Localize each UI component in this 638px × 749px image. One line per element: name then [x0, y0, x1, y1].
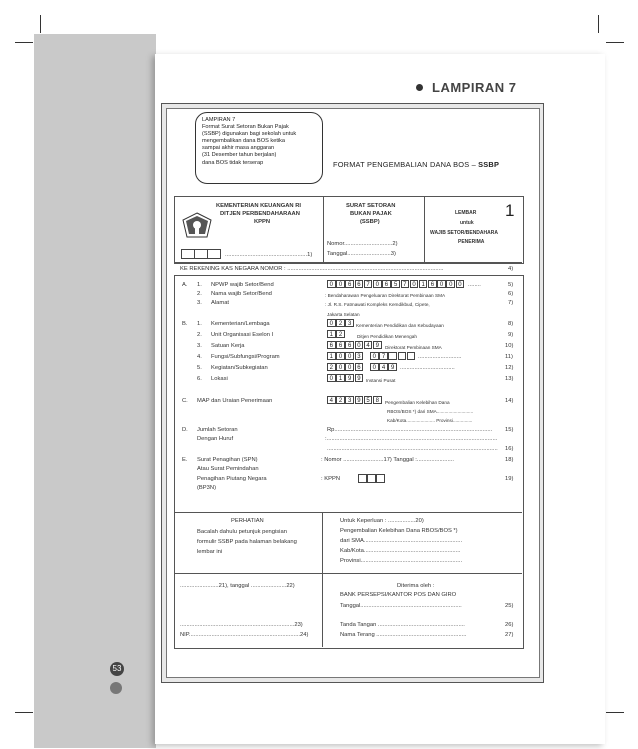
digit-box: 3: [355, 352, 364, 360]
caption-line: (SSBP) digunakan bagi sekolah untuk: [202, 131, 297, 138]
ref-number: 11): [505, 354, 513, 360]
code-desc: Direktorat Pembinaan SMA: [385, 345, 442, 350]
keperluan-line: Kab/Kota............................................................: [340, 548, 461, 554]
digit-box: 2: [336, 330, 345, 338]
sign-date: ........................21), tanggal ......................22): [180, 583, 295, 589]
digit-box: 0: [327, 374, 336, 382]
amount-field: Rp..................................................................................................: [327, 427, 493, 433]
kemenkeu-logo-icon: [182, 212, 212, 240]
digit-box: 8: [373, 396, 382, 404]
digit-box: 6: [428, 280, 437, 288]
row-label: MAP dan Uraian Penerimaan: [197, 398, 273, 404]
row-label: Jumlah Setoran: [197, 427, 238, 433]
row-separator: [174, 262, 522, 263]
digit-box: 6: [382, 280, 391, 288]
crop-mark: [40, 15, 41, 33]
section-letter: D.: [182, 427, 188, 433]
row-label: Kementerian/Lembaga: [211, 321, 270, 327]
caption-line: mengembalikan dana BOS ketika: [202, 138, 286, 145]
keperluan-line: dari SMA.............................................................: [340, 538, 463, 544]
row-number: 1.: [197, 321, 202, 327]
crop-mark: [598, 15, 599, 33]
caption-line: sampai akhir masa anggaran: [202, 145, 275, 152]
row-label: Lokasi: [211, 376, 228, 382]
perhatian-title: PERHATIAN: [231, 518, 264, 524]
digit-box: 4: [327, 396, 336, 404]
ref-number: 14): [505, 398, 514, 404]
header-divider: [323, 196, 324, 262]
heading-bullet: [416, 84, 423, 91]
digit-box: 0: [355, 341, 364, 349]
digit-box: 6: [355, 280, 364, 288]
rekening-line: KE REKENING KAS NEGARA NOMOR : .................................................................................................: [180, 266, 444, 272]
row-label: Alamat: [211, 300, 230, 306]
sign-nip: NIP.....................................................................24): [180, 632, 309, 638]
caption-box: [195, 112, 323, 184]
crop-mark: [606, 42, 624, 43]
digit-box: 0: [327, 319, 336, 327]
caption-line: Format Surat Setoran Bukan Pajak: [202, 124, 289, 131]
digit-box: 0: [437, 280, 446, 288]
ref-number: 27): [505, 632, 514, 638]
row-label: Fungsi/Subfungsi/Program: [211, 354, 280, 360]
npwp-trail: ........: [468, 282, 481, 288]
row-number: 3.: [197, 343, 202, 349]
digit-box: 2: [336, 319, 345, 327]
row-label: NPWP wajib Setor/Bend: [211, 282, 274, 288]
perhatian-line: lembar ini: [197, 549, 223, 555]
digit-box: 6: [327, 341, 336, 349]
digit-box: 1: [336, 374, 345, 382]
digit-box: 5: [391, 280, 400, 288]
row-label: Dengan Huruf: [197, 436, 234, 442]
digit-box: 0: [446, 280, 455, 288]
tanda-tangan: Tanda Tangan ......................................................: [340, 622, 465, 628]
keperluan-line: Provinsi...............................................................: [340, 558, 463, 564]
digit-box: 7: [401, 280, 410, 288]
sign-name: .......................................................................23): [180, 622, 303, 628]
digit-box: 6: [345, 341, 354, 349]
crop-mark: [15, 42, 33, 43]
caption-title: LAMPIRAN 7: [202, 117, 236, 123]
ref-number: 19): [505, 476, 514, 482]
digit-box: 0: [345, 363, 354, 371]
lembar-number: 1: [505, 201, 515, 220]
digit-box: 6: [345, 280, 354, 288]
digit-box: 0: [456, 280, 465, 288]
caption-line: dana BOS tidak terserap: [202, 159, 264, 166]
ssbp-title-line: (SSBP): [360, 219, 380, 225]
digit-box: 0: [336, 352, 345, 360]
page-sidebar: [34, 34, 156, 748]
bank-label: BANK PERSEPSI/KANTOR POS DAN GIRO: [340, 592, 457, 598]
diterima-title: Diterima oleh :: [397, 583, 435, 589]
code-desc: Kementerian Pendidikan dan Kebudayaan: [356, 323, 444, 328]
digit-box: 3: [345, 396, 354, 404]
section-letter: B.: [182, 321, 188, 327]
digit-box: 1: [327, 330, 336, 338]
kppn-code-box: [207, 249, 221, 259]
section-letter: E.: [182, 457, 188, 463]
crop-mark: [606, 712, 624, 713]
lampiran-heading: LAMPIRAN 7: [432, 80, 517, 95]
ref-number: 8): [508, 321, 514, 327]
digit-box: 0: [410, 280, 419, 288]
crop-mark: [15, 712, 33, 713]
digit-box: 1: [419, 280, 428, 288]
digit-box: 0: [373, 280, 382, 288]
row-number: 4.: [197, 354, 202, 360]
untuk-label: untuk: [460, 220, 474, 226]
page-dot-icon: [110, 682, 122, 694]
digit-box: 9: [345, 374, 354, 382]
lembar-label: LEMBAR: [455, 210, 477, 216]
row-number: 6.: [197, 376, 202, 382]
digit-box: 0: [327, 280, 336, 288]
code-desc: Ditjen Pendidikan Menengah: [357, 334, 417, 339]
digit-box: 6: [355, 363, 364, 371]
ref-number: 25): [505, 603, 514, 609]
amount-words-field: :..........................................................................................................: [325, 436, 498, 442]
ref-number: 13): [505, 376, 514, 382]
row-number: 5.: [197, 365, 202, 371]
ref-number: 15): [505, 427, 514, 433]
form-lower-border: [174, 275, 524, 649]
form-title-bold: SSBP: [478, 160, 500, 169]
digit-box: 6: [336, 341, 345, 349]
ref-number: 12): [505, 365, 514, 371]
digit-box: 2: [327, 363, 336, 371]
digit-box: 9: [388, 363, 397, 371]
row-value: : Jl. R.S. Fatmawati Kompleks Kemdikbud, Cipete,: [325, 302, 430, 307]
digit-box: 3: [345, 319, 354, 327]
map-desc: RBOS/BOS *) dari SMA............................: [387, 409, 474, 414]
digit-box: 7: [364, 280, 373, 288]
section-letter: C.: [182, 398, 188, 404]
digit-box: 9: [355, 374, 364, 382]
digit-box: 0: [370, 352, 379, 360]
spn-field: : Nomor .........................17) Tanggal :.......................: [321, 457, 454, 463]
row-label: Surat Penagihan (SPN): [197, 457, 258, 463]
map-desc: Pengembalian Kelebihan Dana: [385, 400, 450, 405]
row-number: 2.: [197, 291, 202, 297]
ministry-line: KPPN: [254, 219, 271, 225]
row-label: (BP3N): [197, 485, 217, 491]
digit-box: 0: [336, 280, 345, 288]
amount-words-field: ..........................................................................................................: [327, 446, 498, 452]
ref-number: 6): [508, 291, 514, 297]
ref-number: 7): [508, 300, 514, 306]
keperluan-line: Untuk Keperluan : .................20): [340, 518, 424, 524]
row-number: 1.: [197, 282, 202, 288]
dotted-fill: ..................................: [400, 365, 455, 371]
keperluan-line: Pengembalian Kelebihan Dana RBOS/BOS *): [340, 528, 458, 534]
kppn-code-box: [181, 249, 195, 259]
row-number: 2.: [197, 332, 202, 338]
kppn-field: : KPPN: [321, 476, 341, 482]
nomor-field: Nomor..............................2): [327, 241, 398, 247]
digit-box: 2: [336, 396, 345, 404]
digit-box: 9: [355, 396, 364, 404]
bank-tanggal: Tanggal...............................................................: [340, 603, 462, 609]
row-value: Jakarta Selatan: [327, 312, 360, 317]
digit-box: 0: [370, 363, 379, 371]
digit-box: 7: [379, 352, 388, 360]
ref-number: 18): [505, 457, 514, 463]
ref-number: 10): [505, 343, 514, 349]
ssbp-title-line: SURAT SETORAN: [346, 203, 396, 209]
code-desc: Instansi Pusat: [366, 378, 396, 383]
perhatian-line: Bacalah dahulu petunjuk pengisian: [197, 529, 287, 535]
row-value: : Bendaharawan Pengeluaran Direktorat Pembinaan SMA: [325, 293, 446, 298]
header-divider: [424, 196, 425, 262]
tanggal-field: Tanggal...........................3): [327, 251, 396, 257]
digit-box: 0: [345, 352, 354, 360]
row-label: Satuan Kerja: [211, 343, 245, 349]
ssbp-title-line: BUKAN PAJAK: [350, 211, 392, 217]
digit-box: 4: [379, 363, 388, 371]
ministry-line: DITJEN PERBENDAHARAAN: [220, 211, 300, 217]
row-label: Unit Organisasi Eselon I: [211, 332, 274, 338]
ref-number: 5): [508, 282, 514, 288]
row-label: Nama wajib Setor/Bend: [211, 291, 272, 297]
nama-terang: Nama Terang ........................................................: [340, 632, 467, 638]
digit-box: 1: [327, 352, 336, 360]
penerima-label: PENERIMA: [458, 239, 485, 245]
caption-line: (31 Desember tahun berjalan): [202, 152, 277, 159]
digit-box: 4: [364, 341, 373, 349]
ref-number: 26): [505, 622, 514, 628]
form-title: [333, 160, 499, 169]
ref-number: 4): [508, 266, 514, 272]
row-label: Atau Surat Pemindahan: [197, 466, 259, 472]
ref-number: 9): [508, 332, 514, 338]
form-title-prefix: FORMAT PENGEMBALIAN DANA BOS –: [333, 160, 479, 169]
kppn-code-box: [194, 249, 208, 259]
map-desc: Kab/Kota...................... Provinsi...............: [387, 418, 473, 423]
kppn-name-line: ...................................................1): [225, 252, 313, 258]
ministry-line: KEMENTERIAN KEUANGAN RI: [216, 203, 302, 209]
wajib-label: WAJIB SETOR/BENDAHARA: [430, 230, 498, 236]
row-label: Penagihan Piutang Negara: [197, 476, 267, 482]
digit-box: 9: [373, 341, 382, 349]
page-number: 53: [110, 662, 124, 676]
row-label: Kegiatan/Subkegiatan: [211, 365, 268, 371]
digit-box: 0: [336, 363, 345, 371]
ref-number: 16): [505, 446, 514, 452]
dotted-fill: ...........................: [418, 354, 462, 360]
digit-box: 5: [364, 396, 373, 404]
row-number: 3.: [197, 300, 202, 306]
perhatian-line: formulir SSBP pada halaman belakang: [197, 539, 297, 545]
section-letter: A.: [182, 282, 188, 288]
